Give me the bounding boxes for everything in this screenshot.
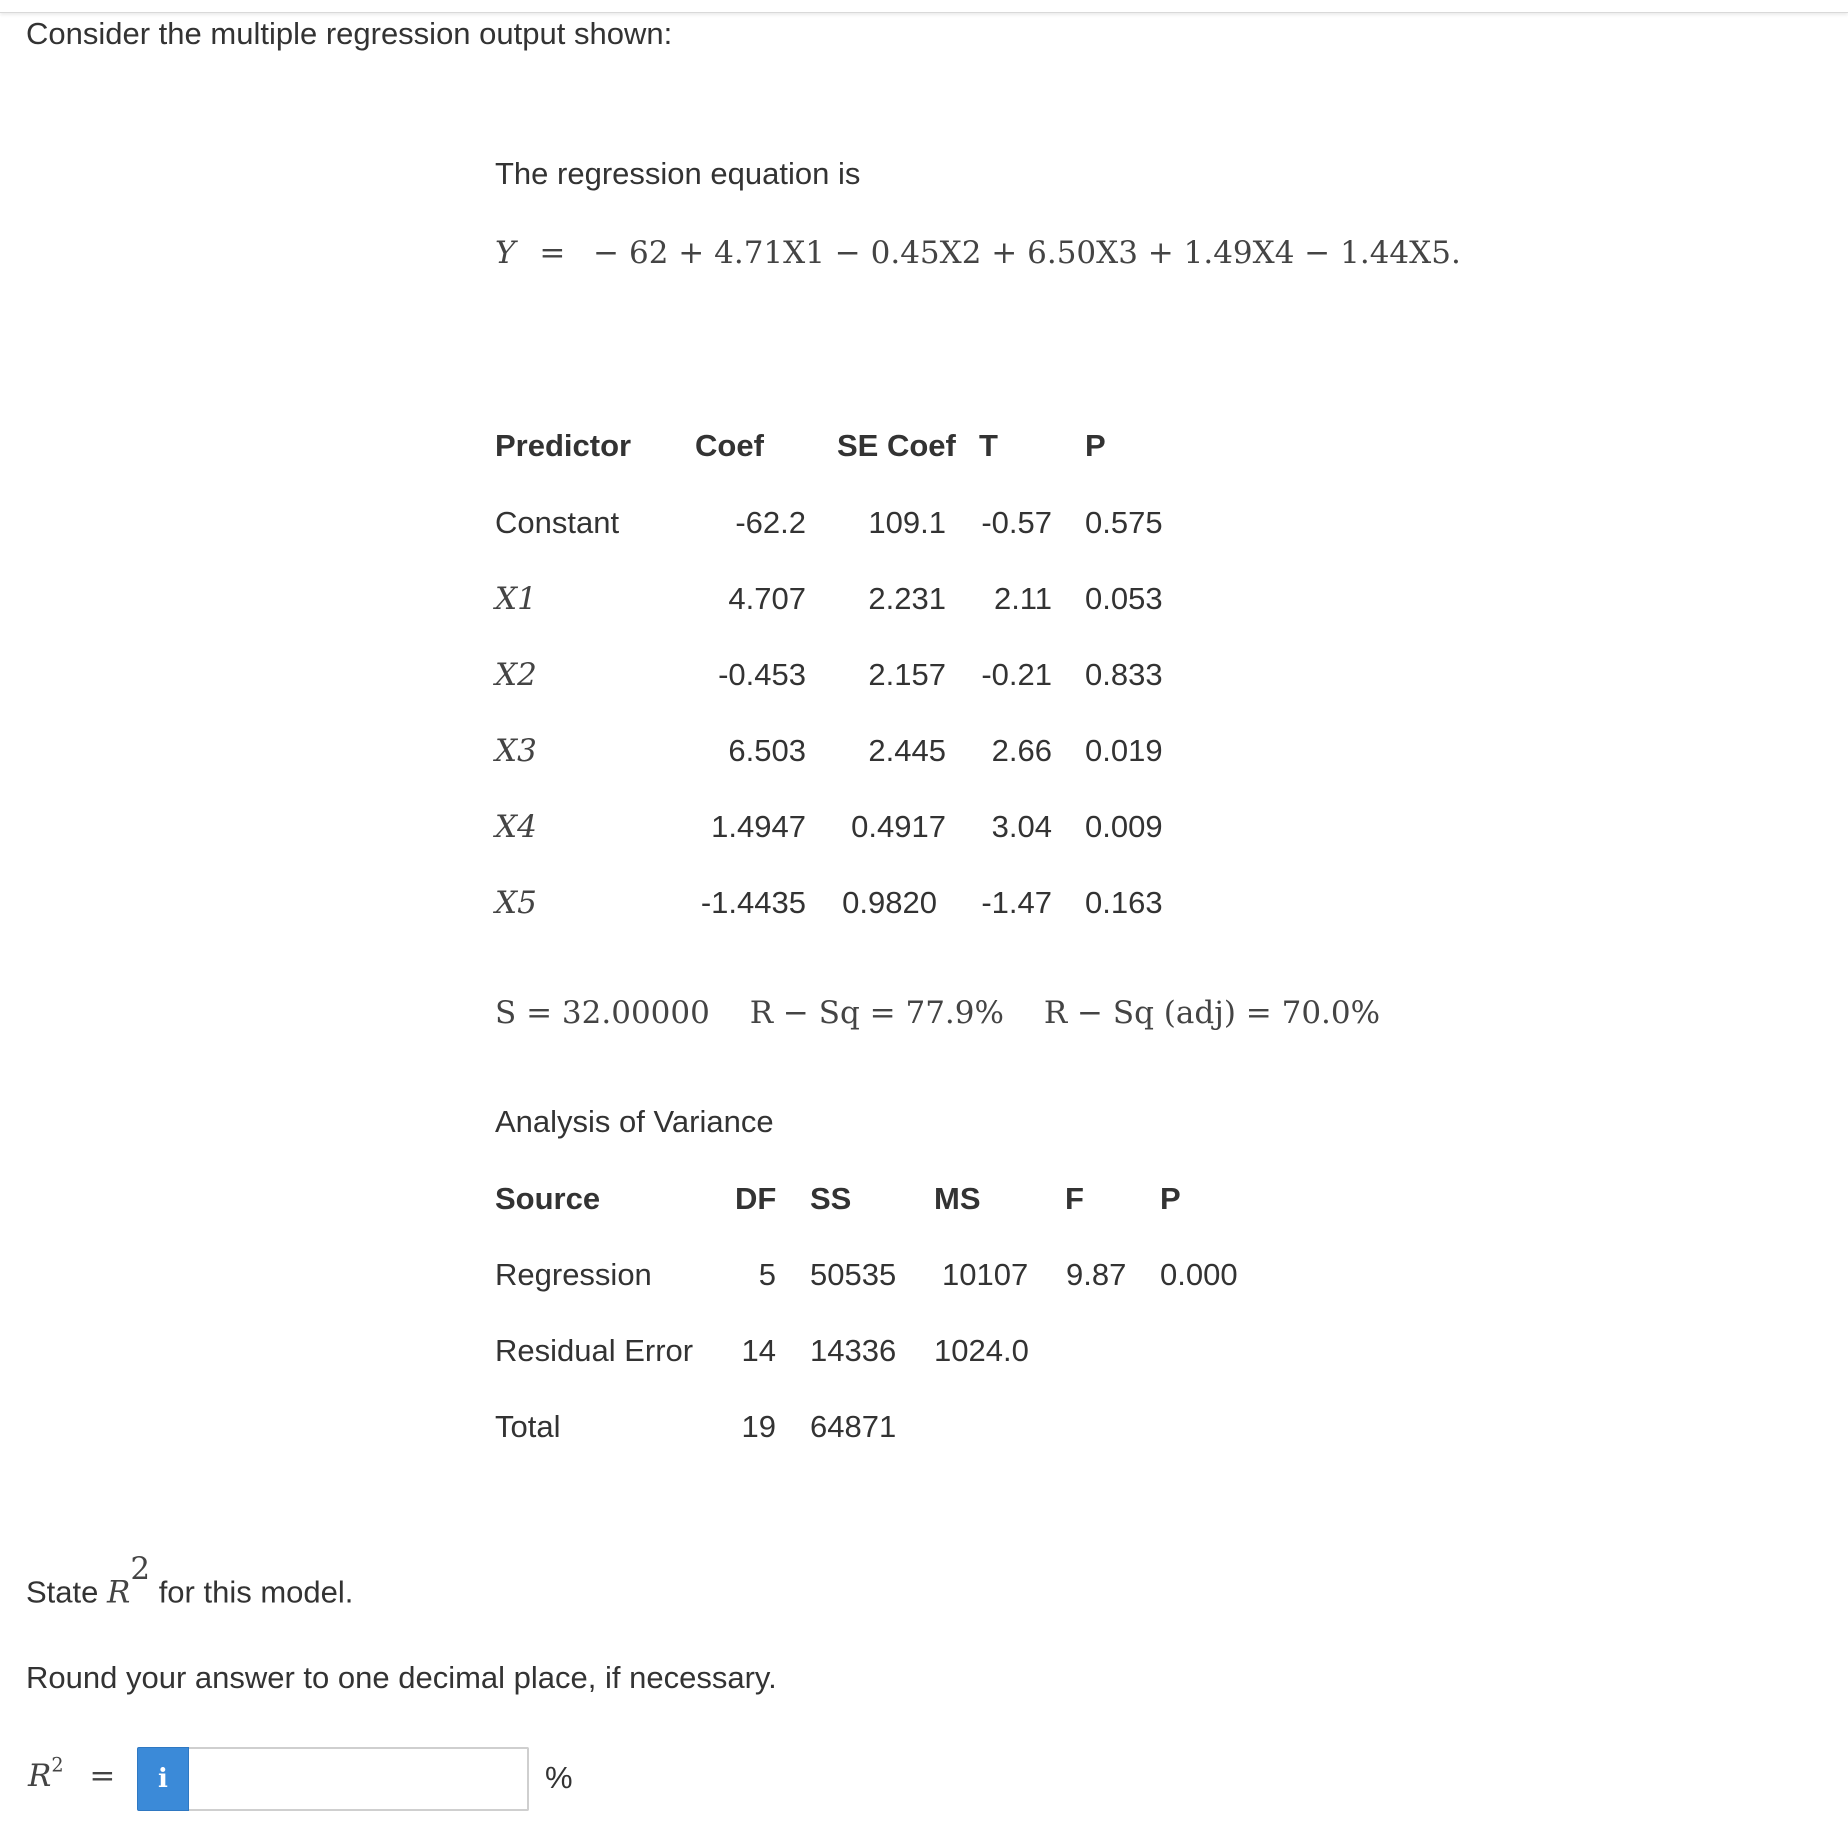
anova-header-df: DF (735, 1181, 777, 1216)
row-se-coef: 2.445 (868, 733, 946, 768)
row-predictor: X2 (495, 657, 537, 693)
row-t: -0.57 (981, 505, 1052, 540)
regression-equation (495, 235, 1461, 271)
row-t: -1.47 (981, 885, 1052, 920)
row-t: -0.21 (981, 657, 1052, 692)
percent-unit: % (545, 1760, 573, 1795)
header-t: T (979, 428, 998, 463)
row-p: 0.575 (1085, 505, 1163, 540)
row-coef: 1.4947 (711, 809, 806, 844)
row-predictor: X1 (495, 581, 537, 617)
anova-df: 14 (741, 1333, 776, 1368)
anova-header-p: P (1160, 1181, 1181, 1216)
row-p: 0.833 (1085, 657, 1163, 692)
anova-source: Total (495, 1409, 561, 1444)
row-p: 0.009 (1085, 809, 1163, 844)
anova-f: 9.87 (1066, 1257, 1127, 1292)
row-t: 3.04 (991, 809, 1052, 844)
row-coef: 4.707 (728, 581, 806, 616)
row-se-coef: 2.157 (868, 657, 946, 692)
row-predictor: X3 (495, 733, 537, 769)
anova-df: 19 (741, 1409, 776, 1444)
intro-text: Consider the multiple regression output shown: (26, 16, 673, 51)
row-predictor: Constant (495, 505, 620, 540)
anova-p: 0.000 (1160, 1257, 1238, 1292)
question-text (26, 1551, 354, 1611)
anova-ms: 1024.0 (934, 1333, 1029, 1368)
equation-lhs: Y (495, 235, 516, 271)
header-p: P (1085, 428, 1106, 463)
row-t: 2.11 (993, 581, 1052, 616)
row-coef: -62.2 (735, 505, 806, 540)
anova-source: Residual Error (495, 1333, 694, 1368)
anova-source: Regression (495, 1257, 652, 1292)
equation-heading: The regression equation is (495, 156, 861, 191)
row-se-coef: 0.9820 (842, 885, 937, 920)
stat-rsq: R − Sq = 77.9% (749, 995, 1004, 1031)
answer-input[interactable] (189, 1747, 529, 1811)
anova-header-f: F (1065, 1181, 1084, 1216)
row-p: 0.053 (1085, 581, 1163, 616)
question-exp: 2 (130, 1551, 151, 1587)
info-icon[interactable]: i (137, 1747, 189, 1811)
row-predictor: X5 (495, 885, 537, 921)
equation-rhs: − 62 + 4.71X1 − 0.45X2 + 6.50X3 + 1.49X4 − 1.44X5. (593, 235, 1461, 271)
row-p: 0.163 (1085, 885, 1163, 920)
answer-label (28, 1753, 116, 1794)
anova-ss: 14336 (810, 1333, 897, 1368)
row-coef: -1.4435 (700, 885, 806, 920)
row-p: 0.019 (1085, 733, 1163, 768)
anova-title: Analysis of Variance (495, 1104, 774, 1139)
equation-equals: = (539, 235, 566, 271)
question-prefix: State (26, 1574, 107, 1610)
row-se-coef: 2.231 (868, 581, 946, 616)
instruction-text: Round your answer to one decimal place, if necessary. (26, 1660, 777, 1695)
row-t: 2.66 (991, 733, 1052, 768)
row-se-coef: 0.4917 (851, 809, 946, 844)
question-suffix: for this model. (150, 1574, 354, 1610)
anova-header-ms: MS (934, 1181, 981, 1216)
top-border (0, 0, 1848, 13)
row-se-coef: 109.1 (868, 505, 946, 540)
row-predictor: X4 (495, 809, 537, 845)
summary-stats (495, 995, 1380, 1031)
stat-rsq-adj: R − Sq (adj) = 70.0% (1043, 995, 1381, 1031)
header-predictor: Predictor (495, 428, 632, 463)
anova-df: 5 (758, 1257, 776, 1292)
question-var: R (107, 1574, 131, 1611)
answer-equals: = (89, 1758, 116, 1794)
anova-ms: 10107 (942, 1257, 1029, 1292)
header-se-coef: SE Coef (837, 428, 956, 463)
stat-s: S = 32.00000 (495, 995, 710, 1031)
row-coef: -0.453 (718, 657, 806, 692)
anova-ss: 50535 (810, 1257, 897, 1292)
answer-var: R (28, 1758, 52, 1794)
anova-ss: 64871 (810, 1409, 897, 1444)
anova-header-ss: SS (810, 1181, 852, 1216)
row-coef: 6.503 (728, 733, 806, 768)
anova-header-source: Source (495, 1181, 601, 1216)
header-coef: Coef (695, 428, 764, 463)
answer-exp: 2 (51, 1753, 64, 1777)
